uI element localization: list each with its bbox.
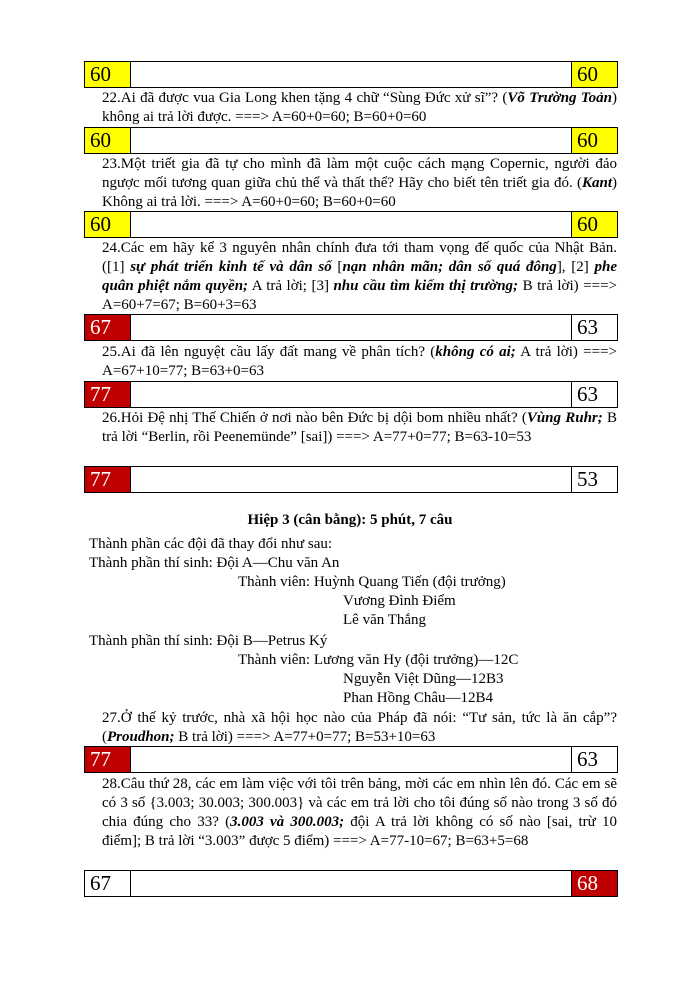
question-23 (102, 155, 617, 212)
score-row-middle (131, 747, 571, 772)
question-27 (102, 709, 617, 747)
question-text: B trả lời) ===> A=60+7=67; B=60+3=63 (102, 278, 617, 313)
score-row-middle (131, 128, 571, 153)
score-row (84, 870, 618, 897)
score-team-a: 77 (85, 382, 131, 407)
score-team-b: 63 (571, 747, 617, 772)
team-b-member: Phan Hồng Châu—12B4 (343, 690, 493, 706)
question-text: ) Không ai trả lời. ===> A=60+0=60; B=60+0=60 (102, 175, 617, 210)
team-a-line: Thành phần thí sinh: Đội A—Chu văn An (89, 555, 340, 571)
answer-text: không có ai; (435, 344, 516, 360)
question-text: A trả lời; [3] (248, 278, 334, 294)
score-team-b: 60 (571, 212, 617, 237)
score-team-b: 68 (571, 871, 617, 896)
score-row (84, 466, 618, 493)
score-team-a: 77 (85, 467, 131, 492)
answer-text: Proudhon; (107, 729, 175, 745)
score-team-b: 63 (571, 382, 617, 407)
score-team-b: 53 (571, 467, 617, 492)
score-row-middle (131, 212, 571, 237)
question-22 (102, 89, 617, 127)
answer-text: sự phát triển kinh tế và dân số (130, 259, 332, 275)
question-text: [ (331, 259, 343, 275)
score-team-a: 60 (85, 212, 131, 237)
answer-text: Võ Trường Toản (507, 90, 612, 106)
score-row-middle (131, 467, 571, 492)
question-26 (102, 409, 617, 447)
question-text: B trả lời) ===> A=77+0=77; B=53+10=63 (174, 729, 436, 745)
team-b-line: Thành phần thí sinh: Đội B—Petrus Ký (89, 633, 328, 649)
score-team-b: 60 (571, 128, 617, 153)
question-28 (102, 775, 617, 851)
score-row-middle (131, 871, 571, 896)
score-team-a: 60 (85, 128, 131, 153)
team-b-members: Thành viên: Lương văn Hy (đội trưởng)—12C (238, 652, 519, 668)
question-25 (102, 343, 617, 381)
question-text: 26.Hỏi Đệ nhị Thế Chiến ở nơi nào bên Đức bị dội bom nhiều nhất? ( (102, 410, 527, 426)
question-text: ], [2] (556, 259, 595, 275)
score-team-a: 77 (85, 747, 131, 772)
score-row (84, 314, 618, 341)
score-row (84, 127, 618, 154)
round-3-heading: Hiệp 3 (cân bằng): 5 phút, 7 câu (247, 512, 453, 528)
question-text: 25.Ai đã lên nguyệt cầu lấy đất mang về phân tích? ( (102, 344, 436, 360)
score-row (84, 381, 618, 408)
score-row (84, 211, 618, 238)
question-text: A trả lời) ===> A=67+10=77; B=63+0=63 (102, 344, 617, 379)
score-row-middle (131, 62, 571, 87)
question-text: 27.Ở thế kỷ trước, nhà xã hội học nào của Pháp đã nói: “Tư sản, tức là ăn cắp”? ( (102, 710, 617, 745)
question-text: đội A trả lời không có số nào [sai, trừ 10 điểm]; B trả lời “3.003” được 5 điểm) ===> A=77-10=67; B=63+5=68 (102, 814, 617, 849)
question-text: 24.Các em hãy kể 3 nguyên nhân chính đưa tới tham vọng đế quốc của Nhật Bản. ([1] (102, 240, 617, 275)
score-row-middle (131, 315, 571, 340)
question-24 (102, 239, 617, 315)
question-text: 23.Một triết gia đã tự cho mình đã làm một cuộc cách mạng Copernic, người đảo ngược mối tương quan giữa chủ thể và thất thể? Hãy cho biết tên triết gia đó. ( (102, 156, 617, 191)
score-row (84, 61, 618, 88)
score-row-middle (131, 382, 571, 407)
answer-text: Vùng Ruhr; (526, 410, 603, 426)
score-row (84, 746, 618, 773)
question-text: ) không ai trả lời được. ===> A=60+0=60; B=60+0=60 (102, 90, 617, 125)
team-a-member: Vương Đình Điểm (343, 593, 456, 609)
answer-text: nạn nhân mãn; dân số quá đông (342, 259, 557, 275)
answer-text: Kant (581, 175, 612, 191)
score-team-a: 67 (85, 871, 131, 896)
score-team-a: 67 (85, 315, 131, 340)
question-text: B trả lời “Berlin, rồi Peenemünde” [sai]) ===> A=77+0=77; B=63-10=53 (102, 410, 617, 445)
score-team-b: 63 (571, 315, 617, 340)
question-text: 22.Ai đã được vua Gia Long khen tặng 4 chữ “Sùng Đức xử sĩ”? ( (102, 90, 508, 106)
round-3-intro: Thành phần các đội đã thay đổi như sau: (89, 536, 333, 552)
score-team-a: 60 (85, 62, 131, 87)
score-team-b: 60 (571, 62, 617, 87)
team-a-member: Lê văn Thắng (343, 612, 427, 628)
team-b-member: Nguyễn Việt Dũng—12B3 (343, 671, 504, 687)
answer-text: phe quân phiệt nắm quyền; (102, 259, 617, 294)
team-a-members: Thành viên: Huỳnh Quang Tiến (đội trưởng) (238, 574, 506, 590)
answer-text: nhu cầu tìm kiếm thị trường; (333, 278, 519, 294)
answer-text: 3.003 và 300.003; (230, 814, 345, 830)
question-text: 28.Câu thứ 28, các em làm việc với tôi trên bảng, mời các em nhìn lên đó. Các em sẽ có 3 số {3.003; 30.003; 300.003} và các em trả lời cho tôi đúng số nào trong 3 số đó chia đúng cho 33? ( (102, 776, 617, 830)
